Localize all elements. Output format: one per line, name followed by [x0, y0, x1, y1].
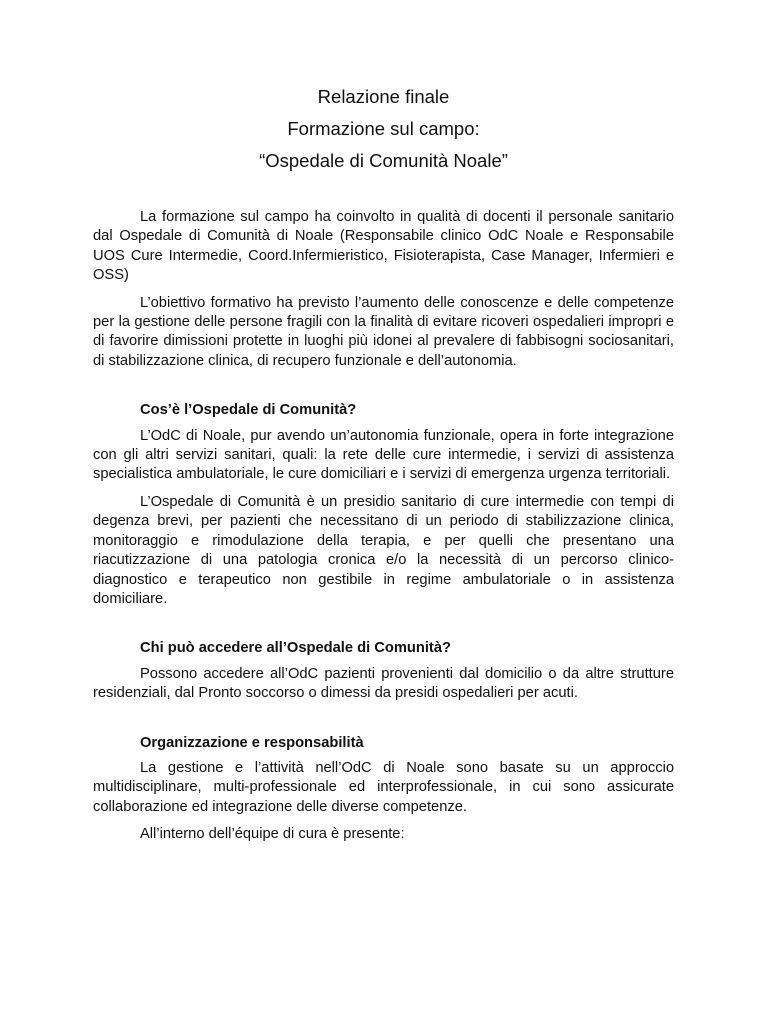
title-line-2: Formazione sul campo:	[287, 118, 480, 139]
intro-paragraph-1: La formazione sul campo ha coinvolto in qualità di docenti il personale sanitario dal Ospedale di Comunità di Noale (Responsabile clinico OdC Noale e Responsabile UOS Cure Intermedie, Coord.Infermieristico, Fisioterapista, Case Manager, Infermieri e OSS)	[93, 209, 674, 284]
section1-paragraph-1: L’OdC di Noale, pur avendo un’autonomia funzionale, opera in forte integrazione con gli altri servizi sanitari, quali: la rete delle cure intermedie, i servizi di assistenza specialistica ambulatoriale, le cure domiciliari e i servizi di emergenza urgenza territoriali.	[93, 427, 674, 483]
section3-paragraph-1: La gestione e l’attività nell’OdC di Noale sono basate su un approccio multidisciplinare, multi-professionale ed interprofessionale, in cui sono assicurate collaborazione ed integrazione delle diverse competenze.	[93, 759, 674, 815]
section1-paragraph-2: L’Ospedale di Comunità è un presidio sanitario di cure intermedie con tempi di degenza brevi, per pazienti che necessitano di un periodo di stabilizzazione clinica, monitoraggio e rimodulazione della terapia, e per quelli che presentano una riacutizzazione di una patologia cronica e/o la necessità di un percorso clinico-diagnostico e terapeutico non gestibile in regime ambulatoriale o in assistenza domiciliare.	[93, 493, 674, 607]
title-line-1: Relazione finale	[317, 86, 450, 107]
document-body	[93, 208, 674, 845]
document-page	[93, 86, 674, 853]
intro-paragraph-2: L’obiettivo formativo ha previsto l’aumento delle conoscenze e delle competenze per la gestione delle persone fragili con la finalità di evitare ricoveri ospedalieri impropri e di favorire dimissioni protette in luoghi più idonei al prevalere di fabbisogni sociosanitari, di stabilizzazione clinica, di recupero funzionale e dell’autonomia.	[93, 294, 674, 369]
section-heading-organization: Organizzazione e responsabilità	[140, 734, 364, 751]
title-line-3: “Ospedale di Comunità Noale”	[259, 150, 508, 171]
section3-paragraph-2: All’interno dell’équipe di cura è presente:	[140, 826, 405, 843]
document-title	[93, 86, 674, 172]
section2-paragraph-1: Possono accedere all’OdC pazienti provenienti dal domicilio o da altre strutture residenziali, dal Pronto soccorso o dimessi da presidi ospedalieri per acuti.	[93, 665, 674, 702]
section-heading-who-can-access: Chi può accedere all’Ospedale di Comunità?	[140, 640, 451, 657]
section-heading-what-is: Cos’è l’Ospedale di Comunità?	[140, 402, 357, 419]
